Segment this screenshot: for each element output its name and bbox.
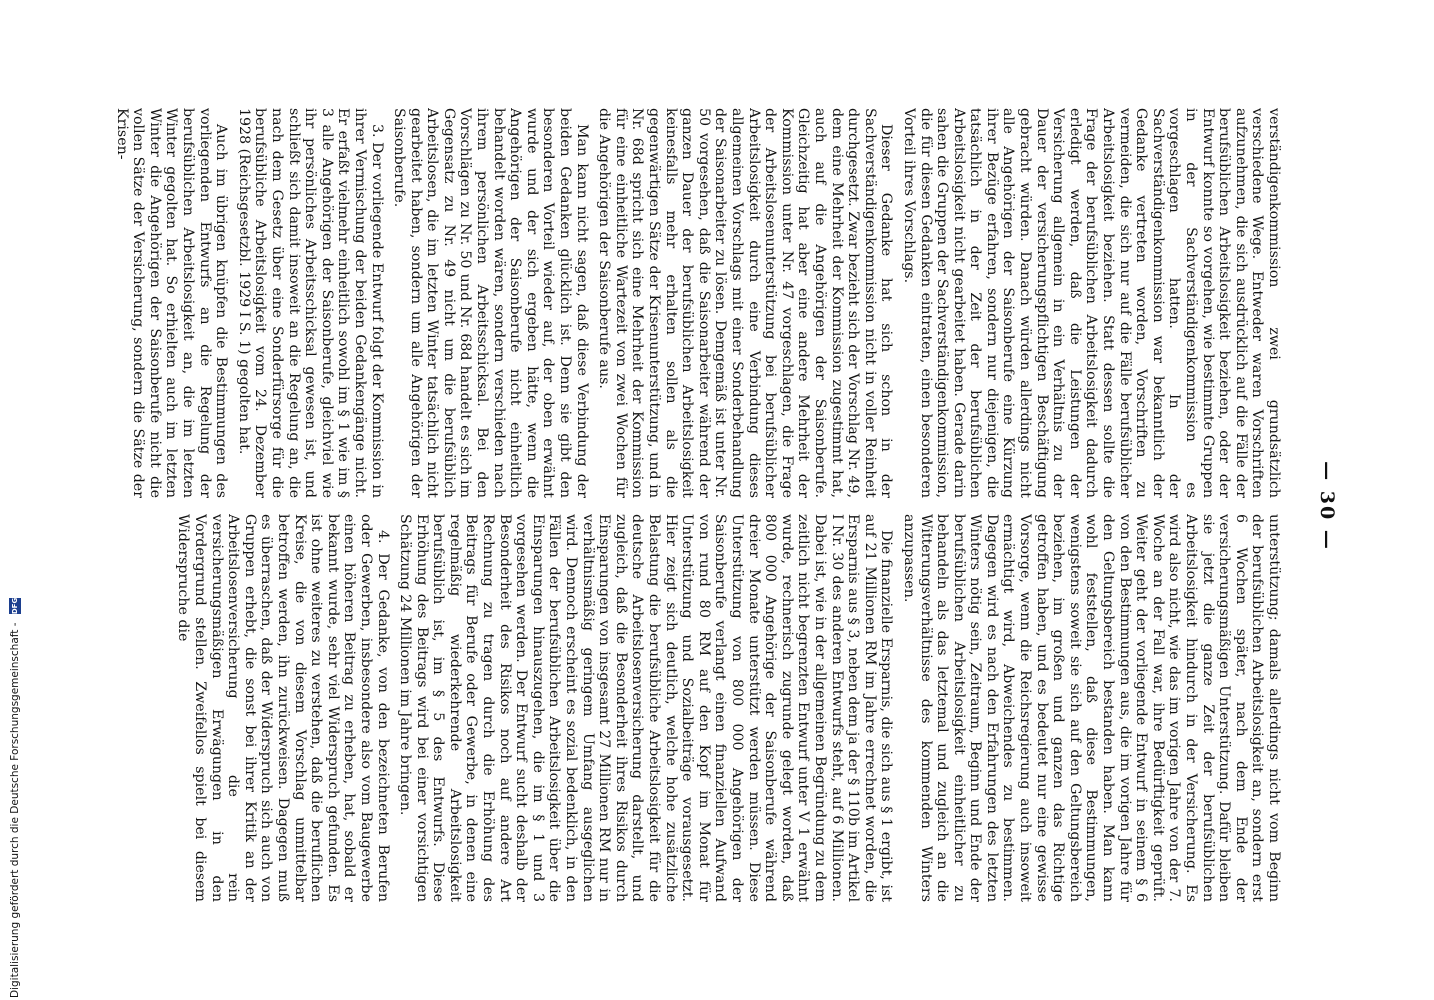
- paragraph: Dieser Gedanke hat sich schon in der Sachverständigenkommission nicht in voller Reinheit durchgesetzt. Zwar bezieht sich der Vorschlag Nr. 49, dem eine Mehrheit der Kommission zugestimmt hat, auch auf die Angehörigen der Saisonberufe. Gleichzeitig hat aber eine andere Mehrheit der Kommission unter Nr. 47 vorgeschlagen, die Frage der Arbeitslosenunterstützung bei berufsüblicher Arbeitslosigkeit durch eine Verbindung dieses allgemeinen Vorschlags mit einer Sonderbehandlung der Saisonarbeiter zu lösen. Demgemäß ist unter Nr. 50 vorgesehen, daß die Saisonarbeiter während der ganzen Dauer der berufsüblichen Arbeitslosigkeit keinesfalls mehr erhalten sollen als die gegenwärtigen Sätze der Krisenunterstützung, und in Nr. 68d spricht sich eine Mehrheit der Kommission für eine einheitliche Wartezeit von zwei Wochen für die Angehörigen der Saisonberufe aus.: [596, 108, 895, 498]
- paragraph: 4. Der Gedanke, von den bezeichneten Berufen oder Gewerben, insbesondere also vom Baugewerbe einen höheren Beitrag zu erheben, hat, sobald er bekannt wurde, sehr viel Widerspruch gefunden. Es ist ohne weiteres zu verstehen, daß die beruflichen Kreise, die von diesem Vorschlag unmittelbar betroffen werden, ihn zurückweisen. Dagegen muß es überraschen, daß der Widerspruch sich auch von Gruppen erhebt, die sonst bei ihrer Kritik an der Arbeitslosenversicherung die rein versicherungsmäßigen Erwägungen in den Vordergrund stellen. Zweifellos spielt bei diesem Widerspruche die: [175, 514, 391, 902]
- digitization-note: [4, 8, 26, 998]
- paragraph: unterstützung; damals allerdings nicht vom Beginn der berufsüblichen Arbeitslosigkeit an, sondern erst 6 Wochen später, nach dem Ende der versicherungsmäßigen Unterstützung. Dafür bleiben sie jetzt die ganze Zeit der berufsüblichen Arbeitslosigkeit hindurch in der Versicherung. Es wird also nicht, wie das im vorigen Jahre von der 7. Woche an der Fall war, ihre Bedürftigkeit geprüft. Weiter geht der vorliegende Entwurf in seinem § 6 von den Bestimmungen aus, die im vorigen Jahre für den Geltungsbereich bestanden haben. Man kann wohl feststellen, daß diese Bestimmungen, wenigstens soweit sie sich auf den Geltungsbereich beziehen, im großen und ganzen das Richtige getroffen haben, und es bedeutet nur eine gewisse Vorsorge, wenn die Reichsregierung auch insoweit ermächtigt wird, Abweichendes zu bestimmen. Dagegen wird es nach den Erfahrungen des letzten Winters nötig sein, Zeitraum, Beginn und Ende der berufsüblichen Arbeitslosigkeit einheitlicher zu behandeln als das letztemal und zugleich an die Witterungsverhältnisse des kommenden Winters anzupassen.: [900, 514, 1282, 902]
- paragraph: verständigenkommission zwei grundsätzlich verschiedene Wege. Entweder waren Vorschriften aufzunehmen, die sich ausdrücklich auf die Fälle der berufsüblichen Arbeitslosigkeit beziehen, oder der Entwurf konnte so vorgehen, wie bestimmte Gruppen in der Sachverständigenkommission es vorgeschlagen hatten. In der Sachverständigenkommission war bekanntlich der Gedanke vertreten worden, Vorschriften zu vermeiden, die sich nur auf die Fälle berufsüblicher Arbeitslosigkeit beziehen. Statt dessen sollte die Frage der berufsüblichen Arbeitslosigkeit dadurch erledigt werden, daß die Leistungen der Versicherung allgemein in ein Verhältnis zu der Dauer der versicherungspflichtigen Beschäftigung gebracht würden. Danach würden allerdings nicht alle Angehörigen der Saisonberufe eine Kürzung ihrer Bezüge erfahren, sondern nur diejenigen, die tatsächlich in der Zeit der berufsüblichen Arbeitslosigkeit nicht gearbeitet haben. Gerade darin sahen die Gruppen der Sachverständigenkommission, die für diesen Gedanken eintraten, einen besonderen Vorteil ihres Vorschlags.: [900, 108, 1282, 498]
- right-column: [90, 514, 1282, 902]
- paragraph: Auch im übrigen knüpfen die Bestimmungen des vorliegenden Entwurfs an die Regelung der berufsüblichen Arbeitslosigkeit an, die im letzten Winter gegolten hat. So erhielten auch im letzten Winter die Angehörigen der Saisonberufe nicht die vollen Sätze der Versicherung, sondern die Sätze der Krisen-: [113, 108, 230, 498]
- paragraph: 3. Der vorliegende Entwurf folgt der Kommission in ihrer Vermischung der beiden Gedankengänge nicht. Er erfaßt vielmehr einheitlich sowohl im § 1 wie im § 3 alle Angehörigen der Saisonberufe, gleichviel wie ihr persönliches Arbeitsschicksal gewesen ist, und schließt sich damit insoweit an die Regelung an, die nach dem Gesetz über eine Sonderfürsorge für die berufsübliche Arbeitslosigkeit vom 24. Dezember 1928 (Reichsgesetzbl. 1929 I S. 1) gegolten hat.: [235, 108, 385, 498]
- left-column: [90, 108, 1282, 498]
- paragraph: Man kann nicht sagen, daß diese Verbindung der beiden Gedanken glücklich ist. Denn sie gibt den besonderen Vorteil wieder auf, der oben erwähnt wurde und der sich ergeben hätte, wenn die Angehörigen der Saisonberufe nicht einheitlich behandelt worden wären, sondern verschieden nach ihrem persönlichen Arbeitsschicksal. Bei den Vorschlägen zu Nr. 50 und Nr. 68d handelt es sich im Gegensatz zu Nr. 49 nicht um die berufsüblich Arbeitslosen, die im letzten Winter tatsächlich nicht gearbeitet haben, sondern um alle Angehörigen der Saisonberufe.: [391, 108, 590, 498]
- digitization-note-text: Digitalisierung gefördert durch die Deutsche Forschungsgemeinschaft -: [9, 622, 21, 998]
- page-number: — 30 —: [1316, 461, 1338, 551]
- dfg-logo: DFG: [11, 597, 19, 615]
- paragraph: Die finanzielle Ersparnis, die sich aus § 1 ergibt, ist auf 21 Millionen RM im Jahre errechnet worden, die Ersparnis aus § 3, neben dem ja der § 110b im Artikel I Nr. 30 des anderen Entwurfs steht, auf 6 Millionen. Dabei ist, wie in der allgemeinen Begründung zu dem zeitlich nicht begrenzten Entwurf unter V 1 erwähnt wurde, rechnerisch zugrunde gelegt worden, daß 800 000 Angehörige der Saisonberufe während dreier Monate unterstützt werden müssen. Diese Unterstützung von 800 000 Angehörigen der Saisonberufe verlangt einen finanziellen Aufwand von rund 80 RM auf den Kopf im Monat für Unterstützung und Sozialbeiträge vorausgesetzt. Hier zeigt sich deutlich, welche hohe zusätzliche Belastung die berufsübliche Arbeitslosigkeit für die deutsche Arbeitslosenversicherung darstellt, und zugleich, daß die Besonderheit ihres Risikos durch Einsparungen von insgesamt 27 Millionen RM nur in verhältnismäßig geringem Umfang ausgeglichen wird. Dennoch erscheint es sozial bedenklich, in den Fällen der berufsüblichen Arbeitslosigkeit über die Einsparungen hinauszugehen, die im § 1 und 3 vorgesehen werden. Der Entwurf sucht deshalb der Besonderheit des Risikos noch auf andere Art Rechnung zu tragen durch die Erhöhung des Beitrags für Berufe oder Gewerbe, in denen eine regelmäßig wiederkehrende Arbeitslosigkeit berufsüblich ist, im § 5 des Entwurfs. Diese Erhöhung des Beitrags wird bei einer vorsichtigen Schätzung 24 Millionen im Jahre bringen.: [397, 514, 895, 902]
